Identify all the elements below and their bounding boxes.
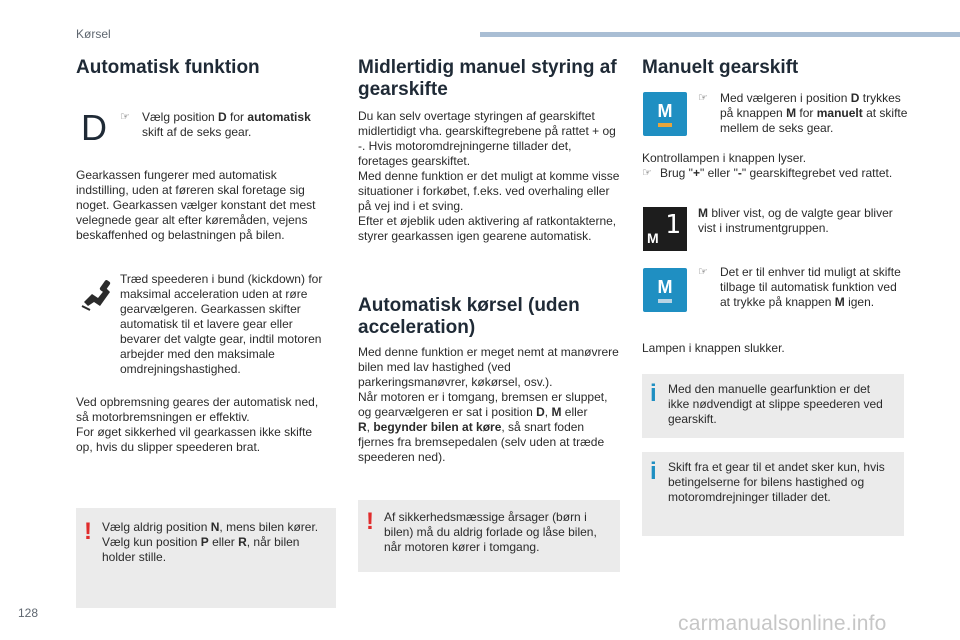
finger-pointer-icon: ☞ — [120, 111, 130, 123]
warning-text: Af sikkerhedsmæssige årsager (børn i bilen) må du aldrig forlade og låse bilen, når motoren kører i tomgang. — [384, 510, 597, 554]
section-label: Kørsel — [76, 27, 111, 41]
step-return-auto: ☞ Det er til enhver tid muligt at skifte tilbage til automatisk funktion ved at trykke på knappen M igen. — [698, 265, 901, 309]
indicator-off — [658, 299, 672, 303]
heading-midlertidig-manuel: Midlertidig manuel styring af gearskifte — [358, 57, 617, 100]
para-m-displayed: M bliver vist, og de valgte gear bliver vist i instrumentgruppen. — [698, 206, 893, 235]
heading-manuelt-gearskift: Manuelt gearskift — [642, 57, 799, 78]
finger-pointer-icon: ☞ — [698, 92, 708, 104]
heading-automatisk-korsel: Automatisk kørsel (uden acceleration) — [358, 295, 580, 338]
gear-d-icon — [76, 107, 112, 148]
watermark: carmanualsonline.info — [678, 612, 887, 635]
para-automatic-mode: Gearkassen fungerer med automatisk indstilling, uden at føreren skal foretage sig noget. Gearkassen vælger konstant det mest velegnede gear alt efter køremåden, vejens beskaffenhed og belastningen på bilen. — [76, 168, 316, 242]
step-use-paddles: ☞ Brug "+" eller "-" gearskiftegrebet ved rattet. — [642, 166, 893, 180]
step-press-m: ☞ Med vælgeren i position D trykkes på knappen M for manuelt at skifte mellem de seks gear. — [698, 91, 908, 135]
page-number: 128 — [18, 606, 39, 620]
para-kickdown: Træd speederen i bund (kickdown) for maksimal acceleration uden at røre gearvælgeren. Gearkassen skifter automatisk til et lavere gear eller bevarer det valgte gear, indtil motoren arbejder med den maksimale omdrejningshastighed. — [120, 272, 323, 376]
warning-box-idle — [358, 500, 620, 572]
para-creep-function: Med denne funktion er meget nemt at manøvrere bilen med lav hastighed (ved parkeringsmanøvrer, køkørsel, osv.). Når motoren er i tomgang, bremsen er sluppet, og gearvælgeren er sat i position D, M eller R, begynder bilen at køre, så snart foden fjernes fra bremsepedalen (selv uden at træde speederen ned). — [358, 345, 619, 464]
info-icon: i — [650, 458, 657, 485]
m-button-icon: M — [643, 92, 687, 136]
finger-pointer-icon: ☞ — [698, 266, 708, 278]
info-text: Med den manuelle gearfunktion er det ikke nødvendigt at slippe speederen ved gearskift. — [668, 382, 883, 426]
indicator-lit — [658, 123, 672, 127]
warning-text: Vælg aldrig position N, mens bilen kører. Vælg kun position P eller R, når bilen holder stille. — [102, 520, 319, 564]
step-select-d: ☞ Vælg position D for automatisk skift af de seks gear. — [120, 110, 311, 139]
warning-exclamation-icon: ! — [366, 508, 374, 535]
warning-box-gear-position — [76, 508, 336, 608]
instrument-cluster-icon: M 1 — [643, 207, 687, 251]
section-color-bar — [480, 32, 960, 37]
info-icon: i — [650, 380, 657, 407]
heading-automatisk-funktion: Automatisk funktion — [76, 57, 260, 78]
info-text: Skift fra et gear til et andet sker kun, hvis betingelserne for bilens hastighed og motoromdrejninger tillader det. — [668, 460, 885, 504]
kickdown-pedal-icon — [80, 276, 116, 312]
warning-exclamation-icon: ! — [84, 518, 92, 545]
para-lamp-off: Lampen i knappen slukker. — [642, 341, 785, 355]
para-downshift: Ved opbremsning geares der automatisk ned, så motorbremsningen er effektiv. For øget sikkerhed vil gearkassen ikke skifte op, hvis du slipper speederen brat. — [76, 395, 319, 454]
info-box-manual — [642, 374, 904, 438]
m-button-off-icon: M — [643, 268, 687, 312]
finger-pointer-icon: ☞ — [642, 167, 652, 179]
para-temporary-manual: Du kan selv overtage styringen af gearskiftet midlertidigt vha. gearskiftegrebene på rattet + og -. Hvis motoromdrejningerne tillader det, foretages gearskiftet. Med denne funktion er det muligt at komme visse situationer i forkøbet, f.eks. ved overhaling eller på vej ind i et sving. Efter et øjeblik uden aktivering af ratkontakterne, styrer gearkassen igen gearene automatisk. — [358, 109, 620, 243]
gear-d-symbol: D — [81, 107, 107, 148]
info-box-gear-conditions — [642, 452, 904, 536]
para-lamp-on: Kontrollampen i knappen lyser. — [642, 151, 807, 165]
